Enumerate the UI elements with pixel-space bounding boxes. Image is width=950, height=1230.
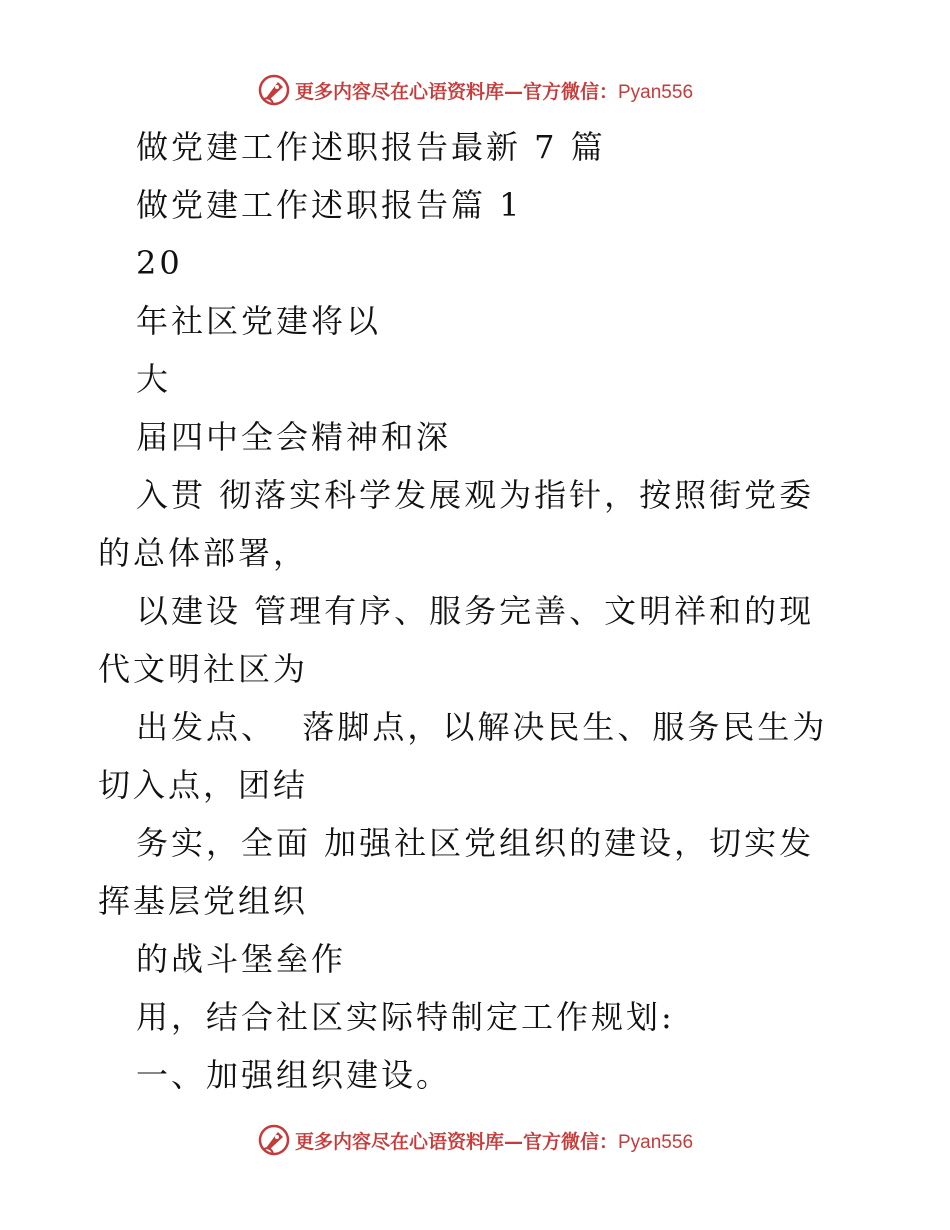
pen-nib-logo-icon [257, 73, 291, 107]
header-banner-inner [257, 73, 693, 107]
header-banner [0, 70, 950, 110]
pen-nib-logo-icon [257, 1123, 291, 1157]
document-title: 做党建工作述职报告最新 7 篇 [136, 128, 606, 166]
paragraph: 届四中全会精神和深 [136, 418, 452, 456]
subsection-heading: 一、加强组织建设。 [136, 1056, 452, 1094]
footer-banner-wechat-id: Pyan556 [618, 1131, 694, 1153]
section-heading: 做党建工作述职报告篇 1 [136, 186, 523, 224]
paragraph: 20 [136, 244, 183, 282]
paragraph: 年社区党建将以 [136, 302, 382, 340]
paragraph: 用，结合社区实际特制定工作规划: [136, 998, 675, 1036]
paragraph: 入贯 彻落实科学发展观为指针，按照街党委的总体部署， [98, 476, 815, 572]
header-banner-text [295, 77, 693, 104]
footer-banner-label: 更多内容尽在心语资料库—官方微信： [294, 1130, 618, 1153]
footer-banner [0, 1120, 950, 1160]
footer-banner-text [295, 1127, 693, 1154]
footer-banner-inner [257, 1123, 693, 1157]
paragraph: 以建设 管理有序、服务完善、文明祥和的现代文明社区为 [98, 592, 815, 688]
paragraph: 务实，全面 加强社区党组织的建设，切实发挥基层党组织 [98, 824, 815, 920]
paragraph: 的战斗堡垒作 [136, 940, 347, 978]
document-body [98, 118, 838, 1104]
header-banner-wechat-id: Pyan556 [618, 81, 694, 103]
paragraph: 大 [136, 360, 172, 398]
header-banner-label: 更多内容尽在心语资料库—官方微信： [294, 80, 618, 103]
paragraph: 出发点、 落脚点，以解决民生、服务民生为切入点，团结 [98, 708, 828, 804]
